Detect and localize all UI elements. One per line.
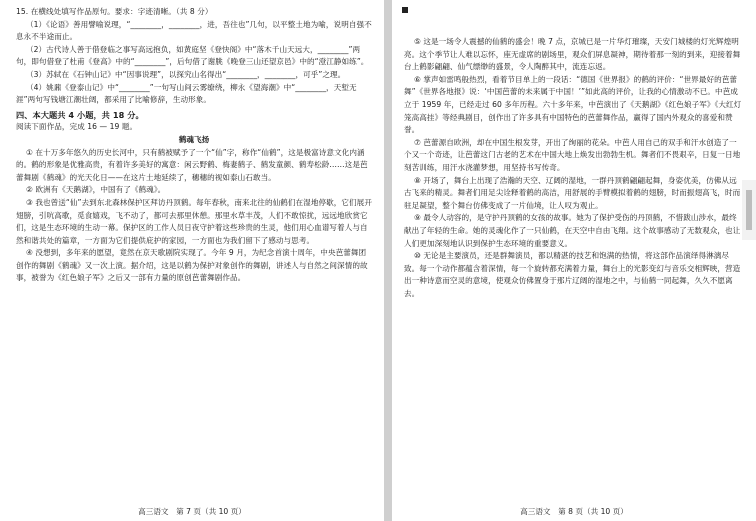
reading-instruction: 阅读下面作品，完成 16 — 19 题。	[16, 122, 138, 132]
article-paragraph: ① 在十万多年悠久的历史长河中，只有鹤被赋予了一个“仙”字，称作“仙鹤”，这是极富诗意文化内涵的。鹤的形象是优雅高贵，有着许多美好的寓意：闲云野鹤、梅妻鹤子、鹤发童颜、鹤寿松龄……这是芭蕾舞剧《鹤魂》的光天化日——在这片土地延续了，穗穗的视如泰山石敢当。	[16, 147, 368, 182]
page-7-footer: 高三语文 第 7 页（共 10 页）	[138, 507, 246, 516]
question-15-2: （2）古代诗人善于借登临之事写高远抱负，如黄庭坚《登快阁》中“落木千山天远大，________”两句，即句借登了杜甫《登高》中的“________”，后句借了谢朓《晚登三山还望京邑》中的“澄江静如练”。	[16, 44, 369, 67]
page-7-body	[16, 6, 372, 495]
question-15-4: （4）姚鼐《登泰山记》中“________”一句写山间云雾缭绕，柳永《望海潮》中“________，天堑无涯”两句写钱塘江潮壮阔，都采用了比喻修辞，生动形象。	[16, 82, 357, 105]
page-8-body	[404, 36, 742, 495]
section-four-heading: 四、本大题共 4 小题，共 18 分。	[16, 109, 144, 120]
exam-page-8	[392, 0, 756, 521]
article-paragraph: ⑦ 芭蕾源自欧洲，却在中国生根发芽，开出了绚丽的花朵。中芭人用自己的双手和汗水创造了一个又一个奇迹，让芭蕾这门古老的艺术在中国大地上焕发出勃勃生机。舞者们不畏艰辛，日复一日地刻苦训练，用汗水浇灌梦想，用坚持书写传奇。	[404, 137, 741, 172]
article-paragraph: ⑨ 最令人动容的，是守护丹顶鹤的女孩的故事。她为了保护受伤的丹顶鹤，不惜跋山涉水，最终献出了年轻的生命。她的灵魂化作了一只仙鹤，在天空中自由飞翔。这个故事感动了无数观众，也让人们更加深刻地认识到保护生态环境的重要意义。	[404, 213, 741, 248]
article-paragraph: ⑧ 开场了，舞台上出现了浩瀚的天空、辽阔的湿地，一群丹顶鹤翩翩起舞，身姿优美，仿佛从远古飞来的精灵。舞者们用足尖诠释着鹤的高洁，用舒展的手臂模拟着鹤的翅膀，时而振翅高飞，时而驻足凝望，整个舞台仿佛变成了一片仙境，让人叹为观止。	[404, 175, 741, 210]
article-paragraph: ③ 我也曾送“仙”去到东北森林保护区拜访丹顶鹤。每年春秋，南来北往的仙鹤们在湿地停歇，它们展开翅膀，引吭高歌，觅食嬉戏，飞不动了，都可去那里休憩。那里水草丰茂，人们不敢惊扰，远远地欣赏它们，这是生态环境的生动一幕。保护区的工作人员日夜守护着这些珍贵的生灵，他们用心血谱写着人与自然和谐共处的篇章，一方面为它们提供庇护的家园，一方面也为我们留下了感动与思考。	[16, 197, 372, 245]
article-paragraph: ⑥ 掌声如雷鸣般热烈，看着节目单上的一段话：“德国《世界报》的鹤的评价：“世界最好的芭蕾舞”《世界各地报》说：‘中国芭蕾的未来属于中国！’”如此高的评价，让我的心情激动不已。中芭成立于 1959 年，已经走过 60 多年历程。六十多年来，中芭演出了《天鹅湖》《红色娘子军》《大红灯笼高高挂》等经典剧目，创作出了许多具有中国特色的芭蕾舞作品，赢得了国内外观众的喜爱和赞誉。	[404, 74, 742, 135]
page-edge-tab	[742, 180, 756, 240]
article-paragraph: ④ 没想到，多年来的愿望，竟然在京天歌剧院实现了。今年 9 月，为纪念首演十周年，中央芭蕾舞团创作的舞剧《鹤魂》又一次上演。据介绍，这是以鹤为保护对象创作的舞剧，讲述人与自然之间深情的故事，被誉为《红色娘子军》之后又一部有力量的原创芭蕾舞剧作品。	[16, 248, 368, 283]
question-15: 15. 在横线处填写作品原句。要求：字迹清晰。（共 8 分）	[16, 7, 213, 16]
article-paragraph: ⑤ 这是一场令人震撼的仙鹤的盛会！晚 7 点，京城已是一片华灯璀璨，天安门城楼的灯光辉煌明亮。这个季节让人难以忘怀，座无虚席的剧场里，观众们屏息凝神，期待着那一刻的到来，迎接着舞台上鹤影翩翩、仙气缥缈的盛景，令人陶醉其中，流连忘返。	[404, 37, 741, 72]
article-title: 鹤魂飞扬	[178, 134, 210, 144]
page-gutter	[384, 0, 392, 521]
article-paragraph: ② 欧洲有《天鹅湖》，中国有了《鹤魂》。	[26, 185, 166, 195]
page-corner-marker	[402, 7, 408, 13]
page-8-footer: 高三语文 第 8 页（共 10 页）	[520, 507, 628, 516]
question-15-3: （3）苏轼在《石钟山记》中“因事说理”，以探究山名得出“________，________，可乎”之理。	[26, 69, 346, 79]
article-paragraph: ⑩ 无论是主要演员，还是群舞演员，都以精湛的技艺和饱满的热情，将这部作品演绎得淋漓尽致。每一个动作都蕴含着深情，每一个旋转都充满着力量，舞台上的光影变幻与音乐交相辉映，营造出一种诗意而空灵的意境，使观众仿佛置身于那片辽阔的湿地之中，与仙鹤一同起舞，久久不愿离去。	[404, 251, 741, 298]
question-15-1: （1）《论语》善用譬喻说理，“________，________，进，吾往也”几句，以平整土地为喻，说明自强不息永不半途而止。	[16, 19, 372, 42]
